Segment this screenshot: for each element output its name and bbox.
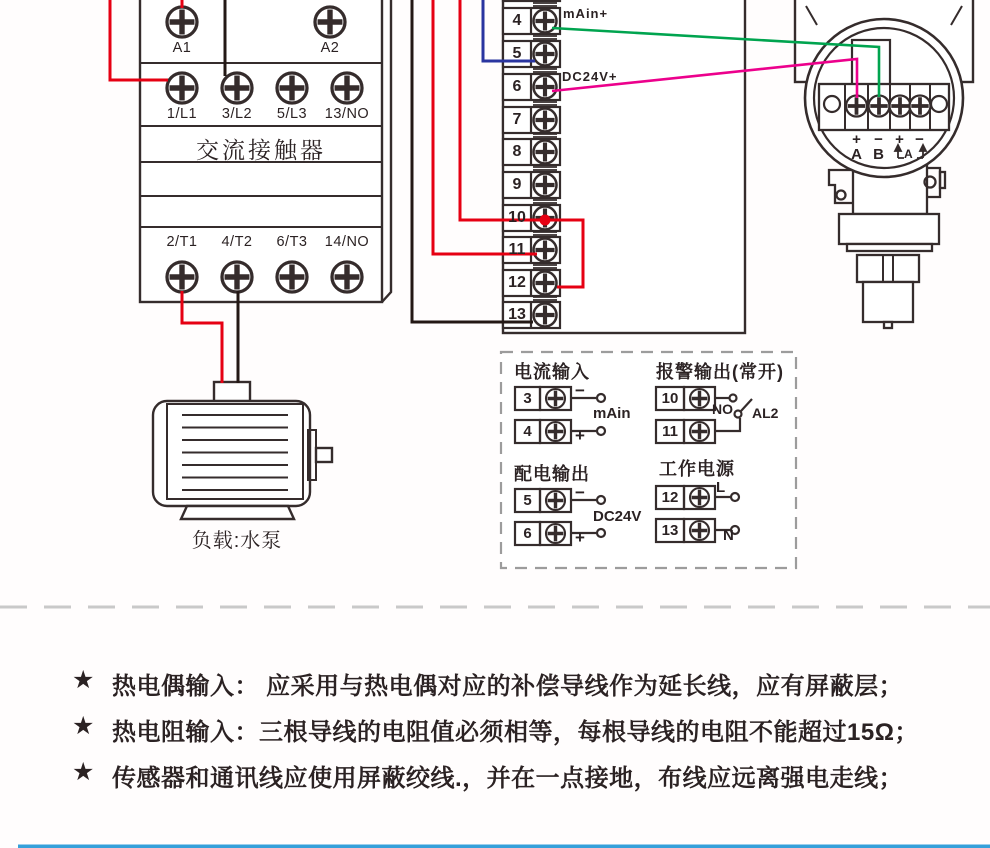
terminal-number-5: 5 bbox=[512, 45, 522, 62]
transmitter-terminal-b-label: B bbox=[873, 146, 884, 163]
terminal-number-6: 6 bbox=[512, 78, 522, 95]
contactor-terminal-2t1-label: 2/T1 bbox=[166, 234, 198, 250]
contactor-terminal-6t3-label: 6/T3 bbox=[276, 234, 308, 250]
group-distribution-output-title: 配电输出 bbox=[514, 464, 590, 484]
terminal-6-wire-label: DC24V+ bbox=[562, 69, 618, 84]
terminal-number-11: 11 bbox=[508, 241, 526, 258]
transmitter-test-link-label: A bbox=[904, 147, 913, 161]
note-line bbox=[0, 755, 990, 795]
transmitter-sign-minus-2: − bbox=[915, 131, 924, 148]
transmitter-terminal-a-label: A bbox=[851, 146, 862, 163]
contactor-terminal-3l2-label: 3/L2 bbox=[221, 106, 253, 122]
group1-signal-label: mAin bbox=[593, 405, 631, 422]
terminal-number-10: 10 bbox=[508, 209, 526, 226]
group3-dc24v-label: DC24V bbox=[593, 508, 642, 525]
terminal-number-7: 7 bbox=[512, 111, 522, 128]
contactor-terminal-13no-label: 13/NO bbox=[324, 106, 370, 122]
note-text-thermocouple: 热电偶输入： 应采用与热电偶对应的补偿导线作为延长线，应有屏蔽层； bbox=[112, 673, 904, 700]
terminal-number-9: 9 bbox=[512, 176, 522, 193]
group4-terminal-12: 12 bbox=[661, 489, 679, 506]
star-bullet-icon: ★ bbox=[72, 758, 95, 786]
group-alarm-output-title: 报警输出(常开) bbox=[656, 362, 784, 382]
group1-terminal-4: 4 bbox=[523, 423, 532, 440]
terminal-4-wire-label: mAin+ bbox=[563, 6, 609, 21]
motor-load-label: 负载:水泵 bbox=[191, 530, 283, 552]
group2-terminal-11: 11 bbox=[662, 423, 678, 440]
group3-minus-sign: − bbox=[575, 483, 585, 502]
group4-terminal-13: 13 bbox=[661, 522, 679, 539]
contactor-terminal-4t2-label: 4/T2 bbox=[221, 234, 253, 250]
contactor-terminal-1l1-label: 1/L1 bbox=[166, 106, 198, 122]
group2-no-contact-label: NO bbox=[712, 401, 733, 417]
contactor-terminal-a1-label: A1 bbox=[172, 40, 192, 56]
group3-terminal-6: 6 bbox=[523, 525, 532, 542]
star-bullet-icon: ★ bbox=[72, 666, 95, 694]
group4-neutral-label: N bbox=[723, 527, 734, 544]
contactor-terminal-14no-label: 14/NO bbox=[324, 234, 370, 250]
transmitter-sign-plus-2: + bbox=[895, 131, 904, 148]
contactor-terminal-5l3-label: 5/L3 bbox=[276, 106, 308, 122]
note-line bbox=[0, 709, 990, 749]
group1-plus-sign: + bbox=[575, 426, 585, 445]
group3-plus-sign: + bbox=[575, 528, 585, 547]
terminal-number-12: 12 bbox=[508, 274, 526, 291]
star-bullet-icon: ★ bbox=[72, 712, 95, 740]
group4-line-label: L bbox=[716, 479, 726, 496]
group1-terminal-3: 3 bbox=[523, 390, 532, 407]
transmitter-sign-plus-1: + bbox=[852, 131, 861, 148]
note-text-rtd: 热电阻输入：三根导线的电阻值必须相等，每根导线的电阻不能超过15Ω； bbox=[112, 719, 919, 746]
terminal-number-4: 4 bbox=[512, 12, 522, 29]
group3-terminal-5: 5 bbox=[523, 492, 532, 509]
contactor-title: 交流接触器 bbox=[196, 137, 326, 163]
group-working-power-title: 工作电源 bbox=[659, 459, 735, 479]
contactor-terminal-a2-label: A2 bbox=[320, 40, 340, 56]
group-current-input-title: 电流输入 bbox=[514, 362, 590, 382]
transmitter-sign-minus-1: − bbox=[874, 131, 883, 148]
terminal-number-8: 8 bbox=[512, 143, 522, 160]
group2-terminal-10: 10 bbox=[661, 390, 679, 407]
group2-al2-label: AL2 bbox=[752, 405, 779, 421]
note-text-shielding: 传感器和通讯线应使用屏蔽绞线.，并在一点接地，布线应远离强电走线； bbox=[112, 765, 904, 792]
terminal-number-13: 13 bbox=[508, 306, 526, 323]
group1-minus-sign: − bbox=[575, 381, 585, 400]
note-line bbox=[0, 663, 990, 703]
